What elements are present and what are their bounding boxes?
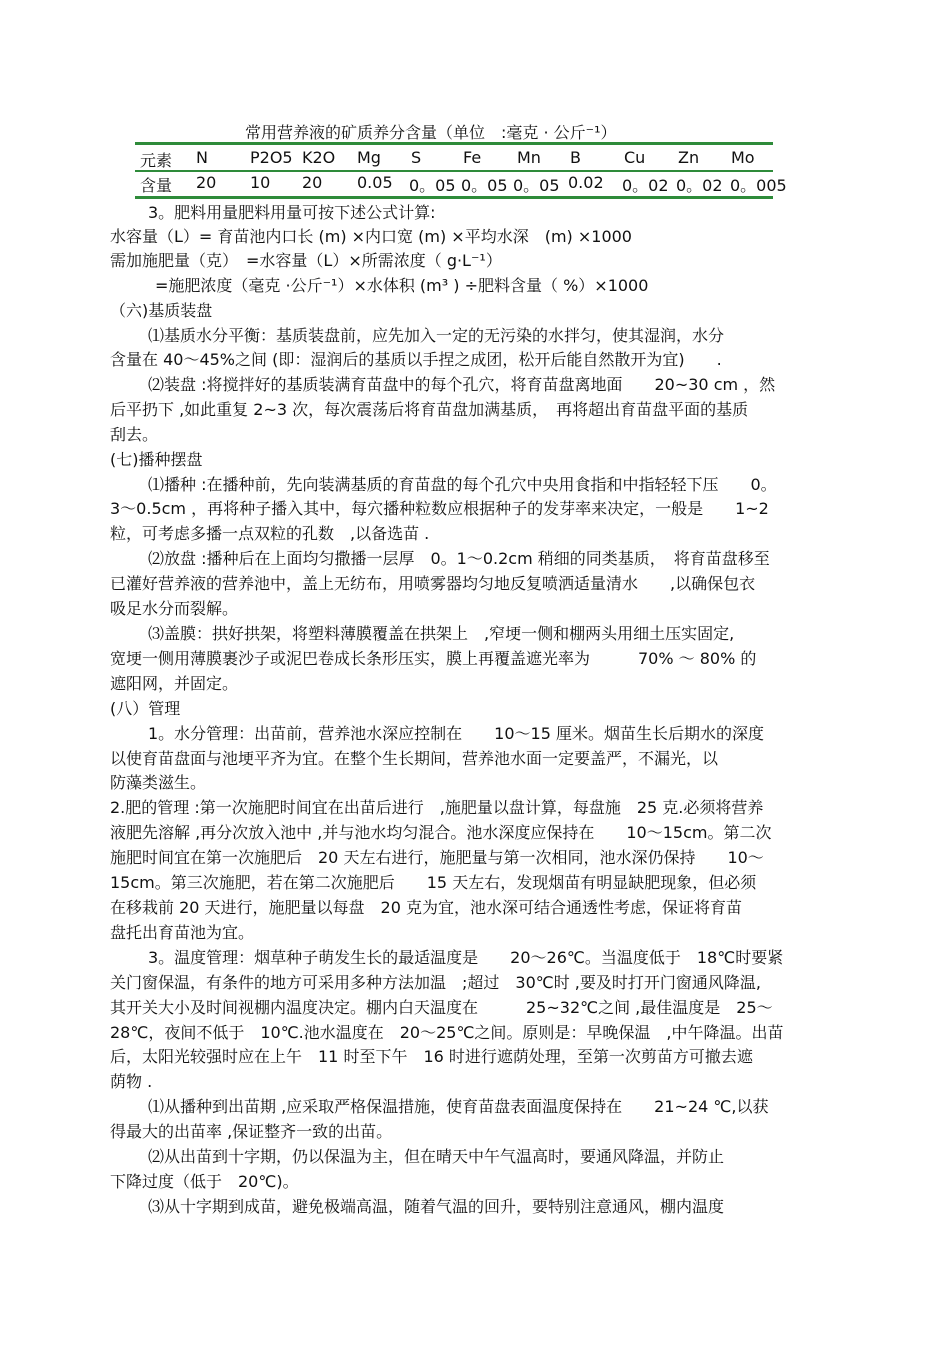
paragraph-line: 后，太阳光较强时应在上午 11 时至下午 16 时进行遮荫处理，至第一次剪苗方可撤去遮: [110, 1047, 753, 1066]
paragraph-line: 28℃，夜间不低于 10℃.池水温度在 20～25℃之间。原则是：早晚保温 ,中午降温。出苗: [110, 1023, 784, 1042]
paragraph-line: ⑶从十字期到成苗，避免极端高温，随着气温的回升，要特别注意通风，棚内温度: [148, 1197, 725, 1216]
paragraph-line: 遮阳网，并固定。: [110, 674, 239, 693]
paragraph-line: 3～0.5cm ，再将种子播入其中，每穴播种粒数应根据种子的发芽率来决定，一般是 1~2: [110, 499, 769, 518]
paragraph-line: 关门窗保温，有条件的地方可采用多种方法加温 ;超过 30℃时 ,要及时打开门窗通风降温,: [110, 973, 761, 992]
table-header-cell: Mn: [517, 148, 541, 167]
table-top-rule: [135, 142, 773, 145]
table-header-cell: Fe: [463, 148, 482, 167]
table-header-cell: Cu: [624, 148, 646, 167]
table-header-cell: Mo: [731, 148, 755, 167]
paragraph-line: ⑵放盘 :播种后在上面均匀撒播一层厚 0。1～0.2cm 稍细的同类基质， 将育苗盘移至: [148, 549, 770, 568]
paragraph-line: ⑴基质水分平衡：基质装盘前，应先加入一定的无污染的水拌匀，使其湿润，水分: [148, 326, 725, 345]
paragraph-line: ⑴从播种到出苗期 ,应采取严格保温措施，使育苗盘表面温度保持在 21~24 ℃,以获: [148, 1097, 769, 1116]
table-caption: 常用营养液的矿质养分含量（单位 :毫克 · 公斤⁻¹）: [245, 123, 617, 142]
paragraph-line: 1。水分管理：出苗前，营养池水深应控制在 10～15 厘米。烟苗生长后期水的深度: [148, 724, 764, 743]
table-header-cell: S: [411, 148, 422, 167]
table-value-cell: 20: [302, 173, 323, 192]
paragraph-line: ⑶盖膜：拱好拱架，将塑料薄膜覆盖在拱架上 ,窄埂一侧和棚两头用细土压实固定,: [148, 624, 735, 643]
formula-line: =施肥浓度（毫克 ·公斤⁻¹）×水体积 (m³ ) ÷肥料含量（ %）×1000: [155, 276, 649, 295]
paragraph-line: 宽埂一侧用薄膜裹沙子或泥巴卷成长条形压实，膜上再覆盖遮光率为 70% ～ 80% 的: [110, 649, 757, 668]
table-value-cell: 0。02: [622, 176, 669, 195]
table-bottom-rule: [135, 196, 773, 199]
paragraph-line: 吸足水分而裂解。: [110, 599, 239, 618]
paragraph-line: 含量在 40～45%之间 (即：湿润后的基质以手捏之成团，松开后能自然散开为宜) .: [110, 350, 722, 369]
paragraph-line: 后平扔下 ,如此重复 2~3 次，每次震荡后将育苗盘加满基质， 再将超出育苗盘平面的基质: [110, 400, 749, 419]
table-value-cell: 0。02: [676, 176, 723, 195]
section-heading: 3。肥料用量肥料用量可按下述公式计算:: [148, 203, 436, 222]
table-header-cell: K2O: [302, 148, 336, 167]
paragraph-line: 荫物 .: [110, 1072, 153, 1091]
table-header-cell: N: [196, 148, 208, 167]
paragraph-line: 防藻类滋生。: [110, 773, 207, 792]
paragraph-line: 施肥时间宜在第一次施肥后 20 天左右进行，施肥量与第一次相同，池水深仍保持 10～: [110, 848, 764, 867]
paragraph-line: ⑴播种 :在播种前，先向装满基质的育苗盘的每个孔穴中央用食指和中指轻轻下压 0。: [148, 475, 777, 494]
formula-line: 水容量（L）= 育苗池内口长 (m) ×内口宽 (m) ×平均水深 (m) ×1000: [110, 227, 632, 246]
table-value-cell: 0.05: [357, 173, 393, 192]
paragraph-line: 其开关大小及时间视棚内温度决定。棚内白天温度在 25~32℃之间 ,最佳温度是 25～: [110, 998, 773, 1017]
section-heading: （六)基质装盘: [110, 301, 213, 320]
paragraph-line: ⑵从出苗到十字期，仍以保温为主，但在晴天中午气温高时，要通风降温，并防止: [148, 1147, 725, 1166]
table-value-cell: 20: [196, 173, 217, 192]
paragraph-line: 已灌好营养液的营养池中，盖上无纺布，用喷雾器均匀地反复喷洒适量清水 ,以确保包衣: [110, 574, 756, 593]
table-value-cell: 0。05: [409, 176, 456, 195]
table-header-cell: Mg: [357, 148, 381, 167]
table-value-cell: 0。005: [730, 176, 787, 195]
table-value-cell: 0.02: [568, 173, 604, 192]
paragraph-line: 以使育苗盘面与池埂平齐为宜。在整个生长期间，营养池水面一定要盖严，不漏光，以: [110, 749, 719, 768]
paragraph-line: 下降过度（低于 20℃)。: [110, 1172, 299, 1191]
paragraph-line: 盘托出育苗池为宜。: [110, 923, 255, 942]
table-header-cell: P2O5: [250, 148, 293, 167]
table-header-cell: B: [570, 148, 581, 167]
paragraph-line: 在移栽前 20 天进行，施肥量以每盘 20 克为宜，池水深可结合通透性考虑，保证将育苗: [110, 898, 742, 917]
paragraph-line: 15cm。第三次施肥，若在第二次施肥后 15 天左右，发现烟苗有明显缺肥现象，但必须: [110, 873, 757, 892]
table-mid-rule: [135, 170, 773, 172]
table-value-cell: 0。05: [513, 176, 560, 195]
paragraph-line: 2.肥的管理 :第一次施肥时间宜在出苗后进行 ,施肥量以盘计算，每盘施 25 克.必须将营养: [110, 798, 764, 817]
paragraph-line: 刮去。: [110, 425, 159, 444]
table-value-cell: 0。05: [461, 176, 508, 195]
section-heading: (八）管理: [110, 699, 181, 718]
paragraph-line: 3。温度管理：烟草种子萌发生长的最适温度是 20～26℃。当温度低于 18℃时要紧: [148, 948, 784, 967]
section-heading: (七)播种摆盘: [110, 450, 203, 469]
table-value-cell: 10: [250, 173, 271, 192]
paragraph-line: 粒，可考虑多播一点双粒的孔数 ,以备选苗 .: [110, 524, 430, 543]
paragraph-line: 得最大的出苗率 ,保证整齐一致的出苗。: [110, 1122, 393, 1141]
paragraph-line: ⑵装盘 :将搅拌好的基质装满育苗盘中的每个孔穴，将育苗盘离地面 20~30 cm ，然: [148, 375, 776, 394]
formula-line: 需加施肥量（克） =水容量（L）×所需浓度（ g·L⁻¹）: [110, 251, 502, 270]
table-header-cell: 元素: [140, 151, 173, 170]
table-header-cell: Zn: [678, 148, 700, 167]
paragraph-line: 液肥先溶解 ,再分次放入池中 ,并与池水均匀混合。池水深度应保持在 10～15cm。第二次: [110, 823, 772, 842]
table-value-cell: 含量: [140, 176, 173, 195]
